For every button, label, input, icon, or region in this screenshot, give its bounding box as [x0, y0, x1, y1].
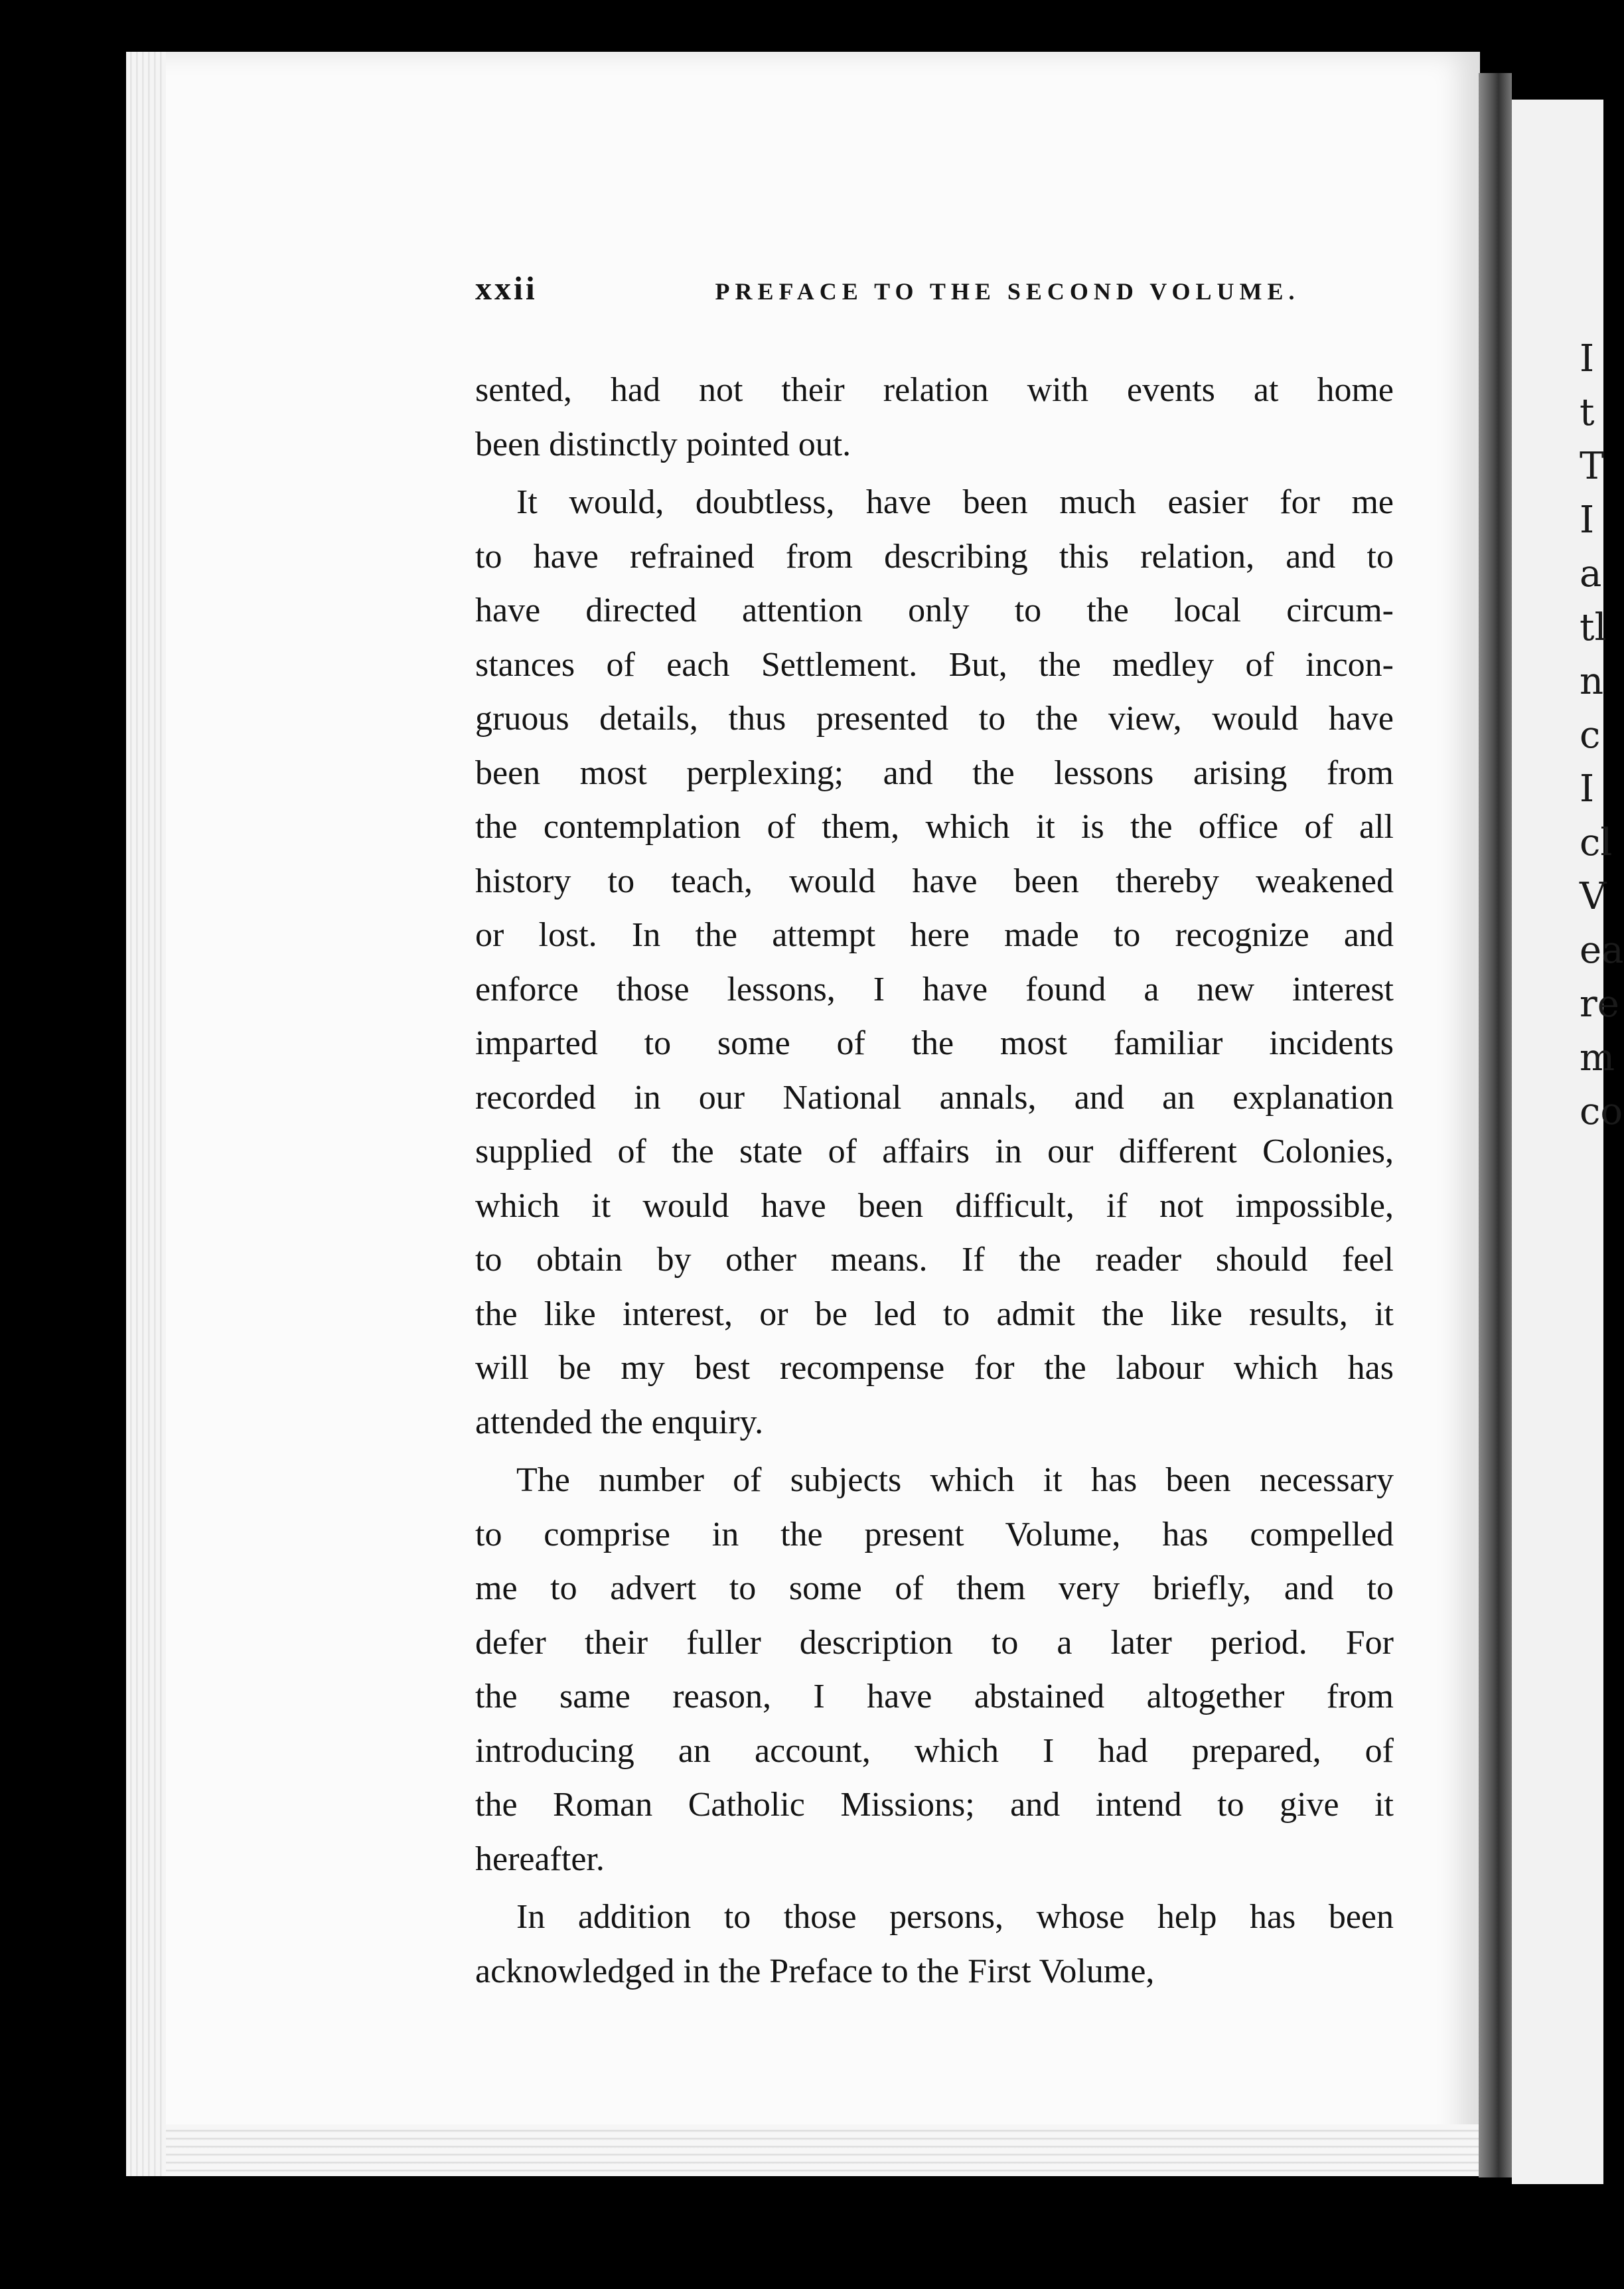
text-line: supplied of the state of affairs in our different Colonies,	[475, 1133, 1394, 1170]
text-line: the Roman Catholic Missions; and intend to give it	[475, 1786, 1394, 1824]
text-line: or lost. In the attempt here made to recognize and	[475, 916, 1394, 954]
running-title: PREFACE TO THE SECOND VOLUME.	[715, 278, 1300, 305]
text-line: me to advert to some of them very briefly, and to	[475, 1569, 1394, 1607]
text-line: introducing an account, which I had prepared, of	[475, 1731, 1394, 1770]
text-line: been distinctly pointed out.	[475, 425, 851, 463]
page-edge-stack	[126, 52, 166, 2176]
facing-page-fragment: ea	[1580, 929, 1624, 972]
facing-page-fragment: I	[1580, 337, 1595, 380]
text-line: stances of each Settlement. But, the medley of incon-	[475, 645, 1394, 684]
text-line: recorded in our National annals, and an explanation	[475, 1078, 1394, 1117]
facing-page-fragment: T	[1580, 445, 1605, 488]
text-line: acknowledged in the Preface to the First Volume,	[475, 1952, 1155, 1990]
text-line: attended the enquiry.	[475, 1403, 764, 1441]
running-head	[475, 269, 1394, 322]
facing-page-fragment: re	[1580, 983, 1619, 1026]
text-line: to obtain by other means. If the reader should feel	[475, 1241, 1394, 1279]
text-line: gruous details, thus presented to the view, would have	[475, 700, 1394, 738]
facing-page-fragment: n	[1580, 660, 1604, 703]
facing-page-fragment: I	[1580, 767, 1595, 811]
paragraph	[475, 363, 1394, 471]
text-line: which it would have been difficult, if not impossible,	[475, 1186, 1394, 1225]
page-number: xxii	[475, 270, 538, 307]
text-line: sented, had not their relation with events at home	[475, 371, 1394, 409]
facing-page-fragment: V	[1580, 875, 1607, 918]
text-line: the contemplation of them, which it is the office of all	[475, 808, 1394, 846]
paragraph	[475, 1890, 1394, 1998]
paragraph	[475, 1453, 1394, 1886]
text-line: to comprise in the present Volume, has compelled	[475, 1515, 1394, 1553]
facing-page-fragment: tl	[1580, 606, 1607, 649]
text-line: enforce those lessons, I have found a new interest	[475, 970, 1394, 1008]
text-line: been most perplexing; and the lessons arising from	[475, 753, 1394, 792]
facing-page-fragment: m	[1580, 1036, 1615, 1079]
facing-page-fragment: t	[1580, 391, 1595, 434]
facing-page-text-fragments	[1580, 332, 1624, 1139]
text-line: It would, doubtless, have been much easier for me	[516, 483, 1394, 521]
text-line: history to teach, would have been thereby weakened	[475, 862, 1394, 900]
book-gutter	[1479, 73, 1512, 2177]
body-text	[475, 363, 1394, 1998]
text-line: The number of subjects which it has been necessary	[516, 1461, 1394, 1499]
text-line: In addition to those persons, whose help has been	[516, 1898, 1394, 1936]
text-line: will be my best recompense for the labour which has	[475, 1349, 1394, 1387]
text-line: to have refrained from describing this relation, and to	[475, 537, 1394, 576]
text-line: imparted to some of the most familiar incidents	[475, 1024, 1394, 1062]
bottom-page-edges	[166, 2124, 1480, 2176]
facing-page-fragment: I	[1580, 499, 1595, 542]
text-line: the like interest, or be led to admit the like results, it	[475, 1295, 1394, 1333]
text-line: defer their fuller description to a later period. For	[475, 1623, 1394, 1662]
facing-page-fragment: cl	[1580, 821, 1613, 864]
paragraph	[475, 475, 1394, 1449]
text-line: have directed attention only to the local circum-	[475, 592, 1394, 629]
page-text-block	[475, 269, 1394, 2002]
facing-page-fragment: co	[1580, 1090, 1623, 1133]
text-line: the same reason, I have abstained altogether from	[475, 1678, 1394, 1715]
text-line: hereafter.	[475, 1840, 605, 1878]
facing-page-fragment: a	[1580, 552, 1602, 595]
facing-page-fragment: c	[1580, 714, 1601, 757]
